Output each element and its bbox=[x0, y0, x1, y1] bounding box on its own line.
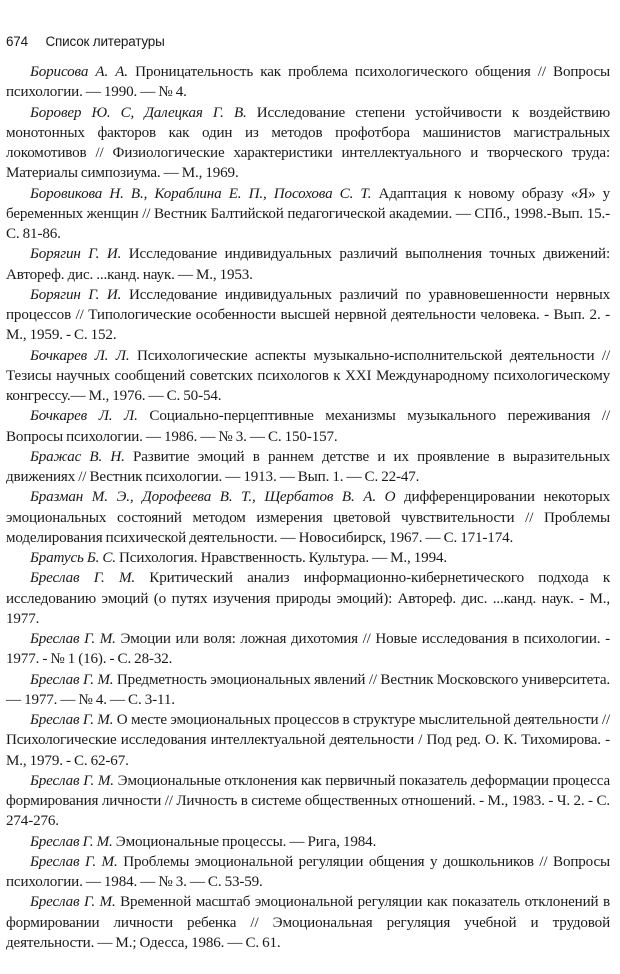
reference-text: Психология. Нравственность. Культура. — М., 1994. bbox=[115, 550, 447, 566]
reference-text: Исследование индивидуальных различий по уравновешенности нервных процессов // Типологические особенности высшей нервной деятельности человека. - Вып. 2. - М., 1959. - С. 152. bbox=[6, 286, 611, 344]
page-header bbox=[6, 34, 165, 49]
reference-text: Эмоциональные процессы. — Рига, 1984. bbox=[112, 833, 377, 850]
reference-author: Бреслав Г. М. bbox=[30, 671, 114, 688]
reference-author: Бразман М. Э., Дорофеева В. Т., Щербатов В. А. О bbox=[30, 489, 396, 506]
reference-entry bbox=[6, 62, 610, 103]
reference-entry bbox=[6, 244, 610, 285]
reference-author: Борягин Г. И. bbox=[30, 246, 122, 263]
reference-text: дифференцировании некоторых эмоциональных состояний методом измерения цветовой чувствительности // Проблемы моделирования психической деятельности. — Новосибирск, 1967. — С. 171-174. bbox=[6, 489, 610, 546]
reference-entry bbox=[6, 285, 610, 346]
reference-text: Эмоции или воля: ложная дихотомия // Новые исследования в психологии. - 1977. - № 1 (16). - С. 28-32. bbox=[6, 631, 610, 668]
reference-author: Бреслав Г. М. bbox=[30, 631, 116, 647]
reference-entry bbox=[6, 406, 610, 447]
reference-text: Предметность эмоциональных явлений // Вестник Московского университета. — 1977. — № 4. — С. 3-11. bbox=[6, 671, 610, 708]
reference-author: Боровер Ю. С, Далецкая Г. В. bbox=[30, 104, 247, 121]
reference-text: Проницательность как проблема психологического общения // Вопросы психологии. — 1990. — № 4. bbox=[6, 64, 611, 101]
reference-text: Критический анализ информационно-кибернетического подхода к исследованию эмоций (о путях изучения природы эмоций): Автореф. дис. ...канд. наук. - М., 1977. bbox=[6, 570, 610, 627]
reference-author: Бреслав Г. М. bbox=[30, 894, 116, 911]
reference-entry bbox=[6, 852, 610, 893]
reference-text: Исследование степени устойчивости к воздействию монотонных факторов как один из методов профотбора машинистов магистральных локомотивов // Физиологические характеристики интеллектуального и творческого труда: Материалы симпозиума. — М., 1969. bbox=[6, 104, 610, 182]
reference-author: Бреслав Г. М. bbox=[30, 853, 118, 870]
reference-author: Бреслав Г. М. bbox=[30, 570, 135, 587]
reference-entry bbox=[6, 771, 610, 832]
reference-text: Проблемы эмоциональной регуляции общения у дошкольников // Вопросы психологии. — 1984. — № 3. — С. 53-59. bbox=[6, 853, 610, 890]
running-title: Список литературы bbox=[45, 34, 165, 49]
reference-text: Психологические аспекты музыкально-исполнительской деятельности // Тезисы научных сообщений советских психологов к XXI Международному психологическому конгрессу.— М., 1976. — С. 50-54. bbox=[6, 347, 610, 404]
page-number: 674 bbox=[6, 34, 28, 49]
reference-entry bbox=[6, 103, 610, 184]
reference-author: Братусь Б. С. bbox=[30, 550, 116, 566]
reference-text: Социально-перцептивные механизмы музыкального переживания // Вопросы психологии. — 1986. — № 3. — С. 150-157. bbox=[6, 408, 610, 445]
reference-entry bbox=[6, 487, 610, 548]
reference-author: Бочкарев Л. Л. bbox=[30, 408, 138, 425]
reference-text: О месте эмоциональных процессов в структуре мыслительной деятельности // Психологические исследования интеллектуальной деятельности / Под ред. О. К. Тихомирова. - М., 1979. - С. 62-67. bbox=[6, 712, 610, 769]
reference-entry bbox=[6, 629, 610, 670]
reference-author: Бреслав Г. М. bbox=[30, 772, 114, 789]
reference-entry bbox=[6, 447, 610, 488]
reference-text: Развитие эмоций в раннем детстве и их проявление в выразительных движениях // Вестник психологии. — 1913. — Вып. 1. — С. 22-47. bbox=[6, 448, 611, 485]
reference-entry bbox=[6, 710, 610, 771]
reference-text: Исследование индивидуальных различий выполнения точных движений: Автореф. дис. ...канд. наук. — М., 1953. bbox=[6, 246, 610, 283]
reference-entry bbox=[6, 832, 610, 852]
reference-author: Борисова А. А. bbox=[30, 64, 128, 80]
reference-text: Эмоциональные отклонения как первичный показатель деформации процесса формирования личности // Личность в системе общественных отношений. - М., 1983. - Ч. 2. - С. 274-276. bbox=[6, 772, 610, 830]
reference-author: Бочкарев Л. Л. bbox=[30, 347, 130, 364]
reference-entry bbox=[6, 184, 610, 245]
reference-text: Адаптация к новому образу «Я» у беременных женщин // Вестник Балтийской педагогической академии. — СПб., 1998.-Вып. 15.-С. 81-86. bbox=[6, 185, 610, 242]
reference-author: Бражас В. Н. bbox=[30, 448, 125, 465]
reference-entry bbox=[6, 548, 610, 568]
reference-entry bbox=[6, 670, 610, 711]
reference-author: Борягин Г. И. bbox=[30, 286, 122, 303]
reference-entry bbox=[6, 568, 610, 629]
reference-author: Бреслав Г. М. bbox=[30, 833, 113, 850]
reference-list bbox=[6, 62, 610, 953]
reference-author: Бреслав Г. М. bbox=[30, 712, 114, 728]
reference-entry bbox=[6, 346, 610, 407]
reference-entry bbox=[6, 892, 610, 953]
reference-text: Временной масштаб эмоциональной регуляции как показатель отклонений в формировании личности ребенка // Эмоциональная регуляция учебной и трудовой деятельности. — М.; Одесса, 1986. — С. 61. bbox=[6, 894, 611, 951]
reference-author: Боровикова Н. В., Кораблина Е. П., Посохова С. Т. bbox=[30, 185, 372, 202]
